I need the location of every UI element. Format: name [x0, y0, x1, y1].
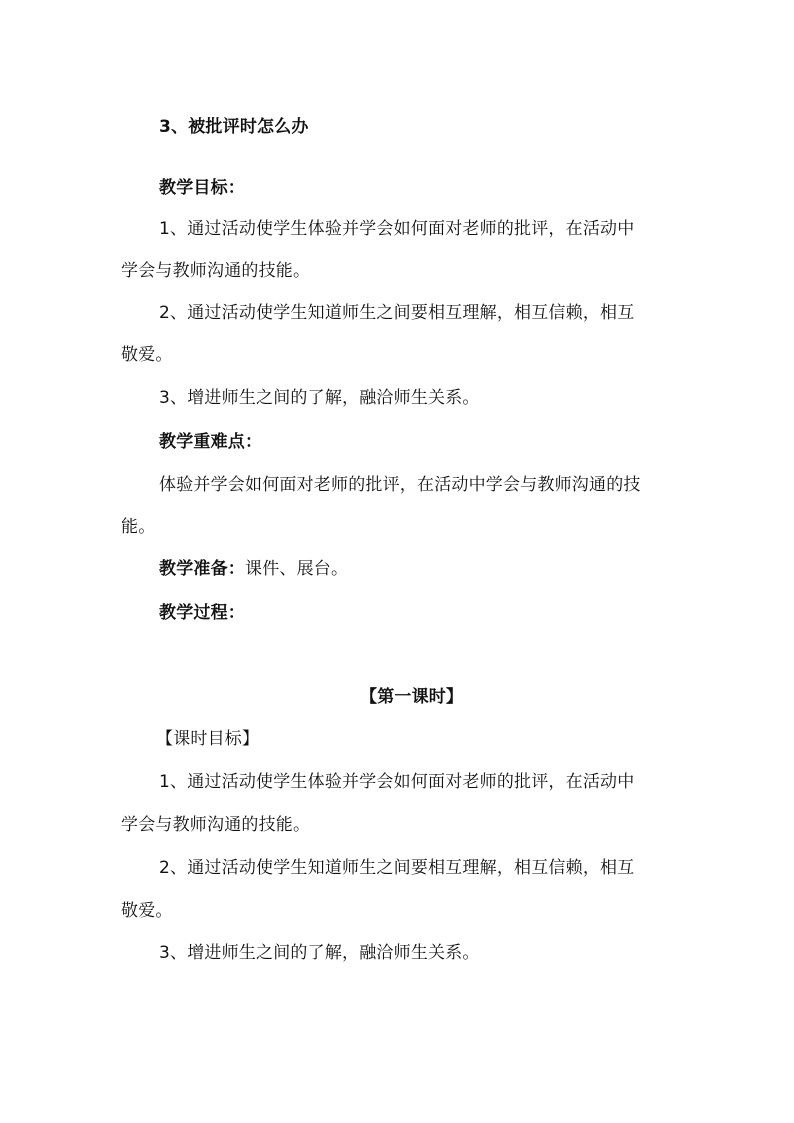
preparation-value: 课件、展台。 — [245, 559, 349, 579]
lesson-1-objective-3: 3、增进师生之间的了解，融洽师生关系。 — [159, 943, 480, 963]
preparation-label: 教学准备： — [159, 559, 245, 579]
process-label: 教学过程： — [159, 603, 245, 623]
key-points-line-1: 体验并学会如何面对老师的批评，在活动中学会与教师沟通的技 — [159, 475, 641, 495]
objectives-label: 教学目标： — [159, 178, 245, 198]
key-points-label: 教学重难点： — [159, 432, 263, 452]
lesson-1-objective-1-line-1: 1、通过活动使学生体验并学会如何面对老师的批评，在活动中 — [159, 772, 635, 792]
objective-2-line-1: 2、通过活动使学生知道师生之间要相互理解，相互信赖，相互 — [159, 303, 635, 323]
objective-1-line-1: 1、通过活动使学生体验并学会如何面对老师的批评，在活动中 — [159, 219, 635, 239]
lesson-1-objective-2-line-2: 敬爱。 — [121, 901, 173, 921]
preparation-row — [159, 558, 719, 580]
lesson-1-objective-1-line-2: 学会与教师沟通的技能。 — [121, 815, 311, 835]
objective-2-line-2: 敬爱。 — [121, 345, 173, 365]
section-heading: 3、被批评时怎么办 — [159, 117, 309, 137]
lesson-1-title: 【第一课时】 — [360, 687, 464, 707]
objective-1-line-2: 学会与教师沟通的技能。 — [121, 261, 311, 281]
objective-3: 3、增进师生之间的了解，融洽师生关系。 — [159, 388, 480, 408]
lesson-1-objectives-label: 【课时目标】 — [156, 729, 260, 749]
key-points-line-2: 能。 — [121, 517, 156, 537]
lesson-1-objective-2-line-1: 2、通过活动使学生知道师生之间要相互理解，相互信赖，相互 — [159, 858, 635, 878]
